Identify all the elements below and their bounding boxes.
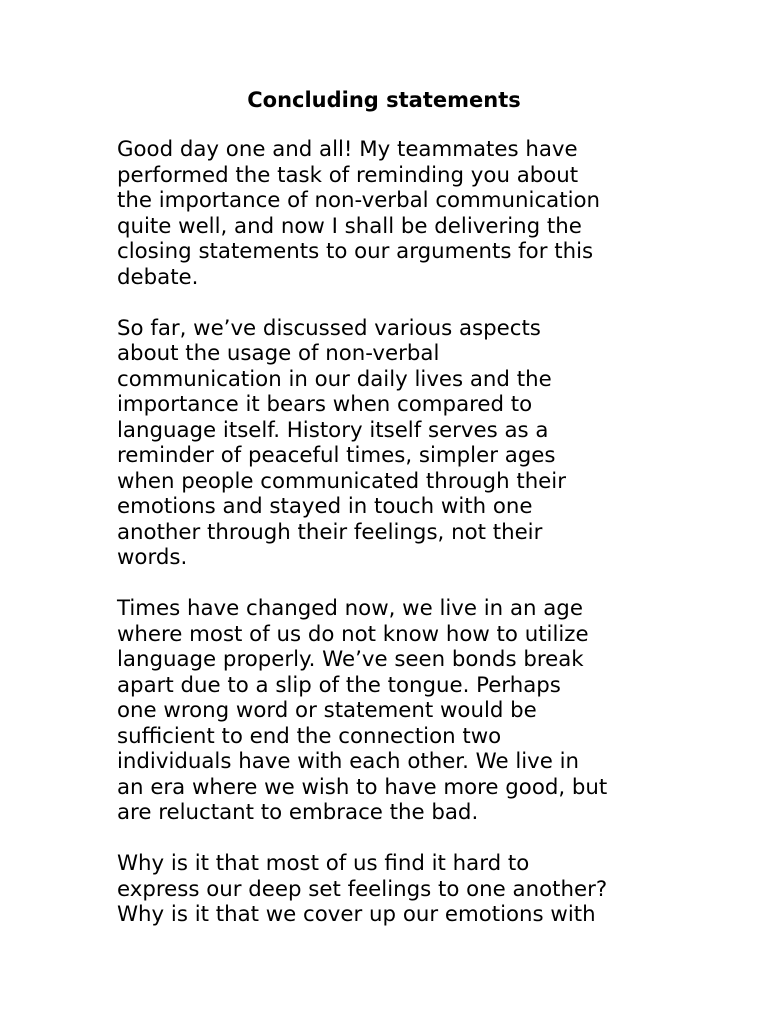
- text-line: about the usage of non-verbal: [117, 341, 440, 366]
- text-line: language itself. History itself serves as a: [117, 417, 549, 443]
- paragraph-2: [117, 316, 677, 571]
- text-line: Why is it that most of us find it hard to: [117, 851, 530, 876]
- text-line: individuals have with each other. We live in: [117, 749, 580, 774]
- text-line: one wrong word or statement would be: [117, 698, 537, 723]
- paragraph-4: [117, 851, 677, 928]
- text-line: sufficient to end the connection two: [117, 723, 502, 749]
- text-line: Good day one and all! My teammates have: [117, 137, 578, 162]
- text-line: where most of us do not know how to utilize: [117, 621, 589, 647]
- text-line: when people communicated through their: [117, 468, 566, 494]
- text-line: apart due to a slip of the tongue. Perhaps: [117, 672, 561, 698]
- text-line: debate.: [117, 264, 199, 290]
- text-line: another through their feelings, not their: [117, 519, 543, 545]
- text-line: Times have changed now, we live in an age: [117, 596, 583, 621]
- text-line: an era where we wish to have more good, but: [117, 774, 608, 800]
- paragraph-3: [117, 596, 677, 826]
- text-line: the importance of non-verbal communication: [117, 188, 601, 213]
- text-line: emotions and stayed in touch with one: [117, 494, 533, 519]
- text-line: Why is it that we cover up our emotions with: [117, 902, 596, 927]
- text-line: quite well, and now I shall be delivering the: [117, 213, 582, 239]
- text-line: closing statements to our arguments for this: [117, 239, 594, 264]
- text-line: performed the task of reminding you about: [117, 162, 579, 188]
- text-line: reminder of peaceful times, simpler ages: [117, 443, 556, 468]
- paragraph-1: [117, 137, 677, 290]
- text-line: are reluctant to embrace the bad.: [117, 800, 479, 825]
- text-line: express our deep set feelings to one another?: [117, 876, 608, 902]
- document-title: Concluding statements: [247, 88, 521, 112]
- text-line: language properly. We’ve seen bonds break: [117, 647, 584, 672]
- text-line: So far, we’ve discussed various aspects: [117, 315, 541, 341]
- text-line: communication in our daily lives and the: [117, 366, 552, 392]
- text-line: words.: [117, 545, 188, 570]
- document-body: [117, 137, 677, 953]
- text-line: importance it bears when compared to: [117, 392, 533, 417]
